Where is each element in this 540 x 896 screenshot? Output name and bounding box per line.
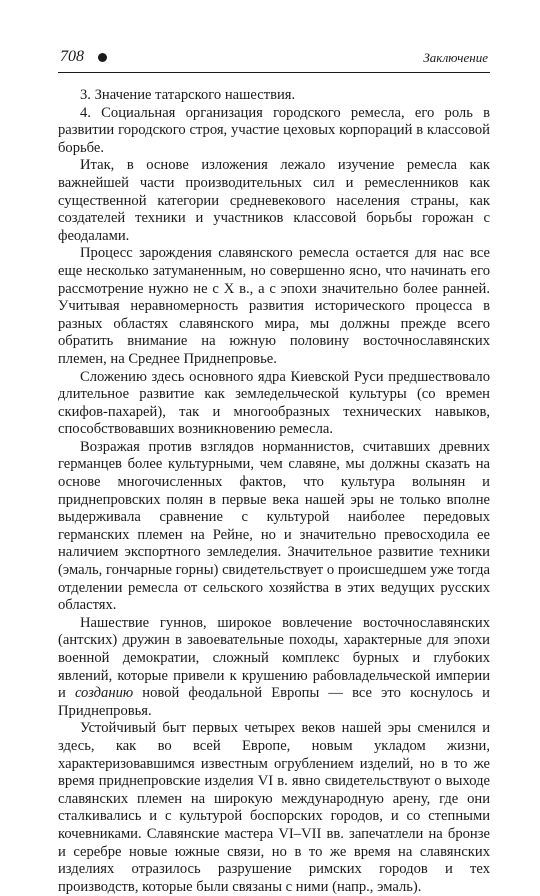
emphasized-word: созданию — [74, 685, 134, 702]
header-bullet-icon — [98, 53, 107, 62]
header-rule — [58, 72, 490, 73]
paragraph — [58, 615, 490, 721]
paragraph-list-item-4: 4. Социальная организация городского ремесла, его роль в развитии городского строя, участие цеховых корпораций в классовой борьбе. — [58, 104, 490, 156]
running-title: Заключение — [423, 50, 488, 65]
paragraph: Процесс зарождения славянского ремесла остается для нас все еще несколько затуманенным, но совершенно ясно, что начинать его рассмотрение нужно не с X в., а с эпохи значительно более ранней. Учитывая неравномерность развития исторического процесса в разных областях славянского мира, мы должны прежде всего обратить внимание на южную половину восточнославянских племен, на Среднее Приднепровье. — [58, 245, 490, 367]
paragraph: Устойчивый быт первых четырех веков нашей эры сменился и здесь, как во всей Европе, новым укладом жизни, характеризовавшимся известным огрублением изделий, но в то же время приднепровские изделия VI в. явно свидетельствуют о выходе славянских племен на широкую международную арену, где они сталкивались и с культурой боспорских городов, и со степными кочевниками. Славянские мастера VI–VII вв. запечатлели на бронзе и серебре новые южные связи, но в то же время на славянских изделиях отразилось разрушение римских городов и тех производств, которые были связаны с ними (напр., эмаль). — [58, 720, 490, 895]
paragraph-text: новой феодальной Европы — все это коснулось и Приднепровья. — [58, 685, 490, 719]
paragraph-list-item-3: 3. Значение татарского нашествия. — [80, 87, 296, 103]
body-text — [58, 87, 490, 896]
page-number: 708 — [60, 48, 84, 65]
running-header — [58, 42, 490, 72]
paragraph: Итак, в основе изложения лежало изучение ремесла как важнейшей части производительных сил и ремесленников как существенной категории средневекового населения страны, как создателей техники и участников классовой борьбы горожан с феодалами. — [58, 157, 490, 244]
paragraph-text: Нашествие гуннов, широкое вовлечение восточнославянских (антских) дружин в завоевательные походы, характерные для эпохи военной демократии, сложный комплекс бурных и глубоких явлений, которые привели к крушению рабовладельческой империи и — [58, 614, 490, 702]
paragraph: Возражая против взглядов норманнистов, считавших древних германцев более культурными, чем славяне, мы должны сказать на основе многочисленных фактов, что культура волынян и приднепровских полян в первые века нашей эры не только вполне выдерживала сравнение с культурой наиболее передовых германских племен на Рейне, но и значительно превосходила ее наличием экспортного земледелия. Значительное развитие техники (эмаль, гончарные горны) свидетельствует о происшедшем уже тогда отделении ремесла от сельского хозяйства в этих ведущих русских областях. — [58, 438, 490, 614]
paragraph: Сложению здесь основного ядра Киевской Руси предшествовало длительное развитие как земледельческой культуры (со времен скифов-пахарей), так и многообразных технических навыков, способствовавших возникновению ремесла. — [58, 368, 490, 438]
